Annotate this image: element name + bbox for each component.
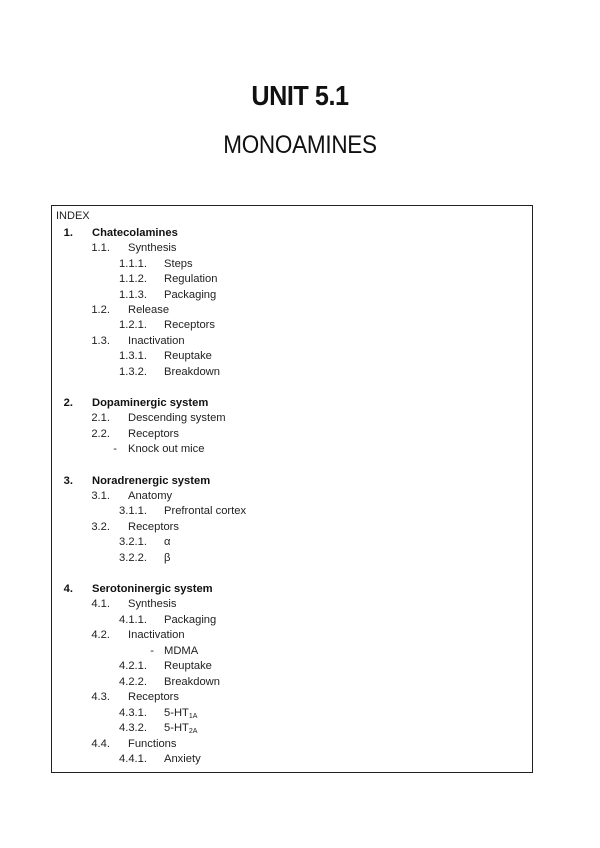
index-item: - Knock out mice <box>113 443 205 455</box>
index-item: 4.2.2. Breakdown <box>119 676 220 688</box>
index-item: 2.1. Descending system <box>91 412 226 424</box>
index-item: 1.1. Synthesis <box>91 242 177 254</box>
index-item: 4.2.1. Reuptake <box>119 660 212 672</box>
index-item: 4.3.2. $5-HT_{2A}$ <box>119 722 198 735</box>
index-item: 4.4.1. Anxiety <box>119 753 201 765</box>
page-subtitle: MONOAMINES <box>223 131 377 159</box>
index-item: 4.1. Synthesis <box>91 598 177 610</box>
section-heading-noradrenergic: 3. Noradrenergic system <box>63 475 211 487</box>
index-item: 1.3. Inactivation <box>91 335 185 347</box>
index-item: 3.1.1. Prefrontal cortex <box>119 505 247 517</box>
index-item: 3.1. Anatomy <box>91 490 173 502</box>
index-item: 1.2.1. Receptors <box>119 319 215 331</box>
index-item: 4.1.1. Packaging <box>119 614 217 626</box>
section-heading-serotoninergic: 4. Serotoninergic system <box>63 583 213 595</box>
index-item: 1.1.1. Steps <box>119 258 193 270</box>
index-item: 4.3.1. $5-HT_{1A}$ <box>119 707 198 720</box>
index-item: 1.3.1. Reuptake <box>119 350 212 362</box>
index-box <box>51 205 533 773</box>
index-item: 3.2.1. α <box>119 536 171 548</box>
index-label: INDEX <box>56 210 90 222</box>
index-item: 3.2.2. β <box>119 552 171 564</box>
section-heading-dopaminergic: 2. Dopaminergic system <box>63 397 209 409</box>
index-item: - MDMA <box>150 645 199 657</box>
index-item: 3.2. Receptors <box>91 521 179 533</box>
index-item: 1.1.3. Packaging <box>119 289 217 301</box>
page-title: UNIT 5.1 <box>251 80 349 111</box>
index-item: 2.2. Receptors <box>91 428 179 440</box>
index-item: 4.3. Receptors <box>91 691 179 703</box>
section-heading-chatecolamines: 1. Chatecolamines <box>63 227 178 239</box>
index-item: 1.1.2. Regulation <box>119 273 218 285</box>
index-item: 1.2. Release <box>91 304 170 316</box>
index-item: 4.4. Functions <box>91 738 177 750</box>
index-item: 1.3.2. Breakdown <box>119 366 220 378</box>
index-item: 4.2. Inactivation <box>91 629 185 641</box>
